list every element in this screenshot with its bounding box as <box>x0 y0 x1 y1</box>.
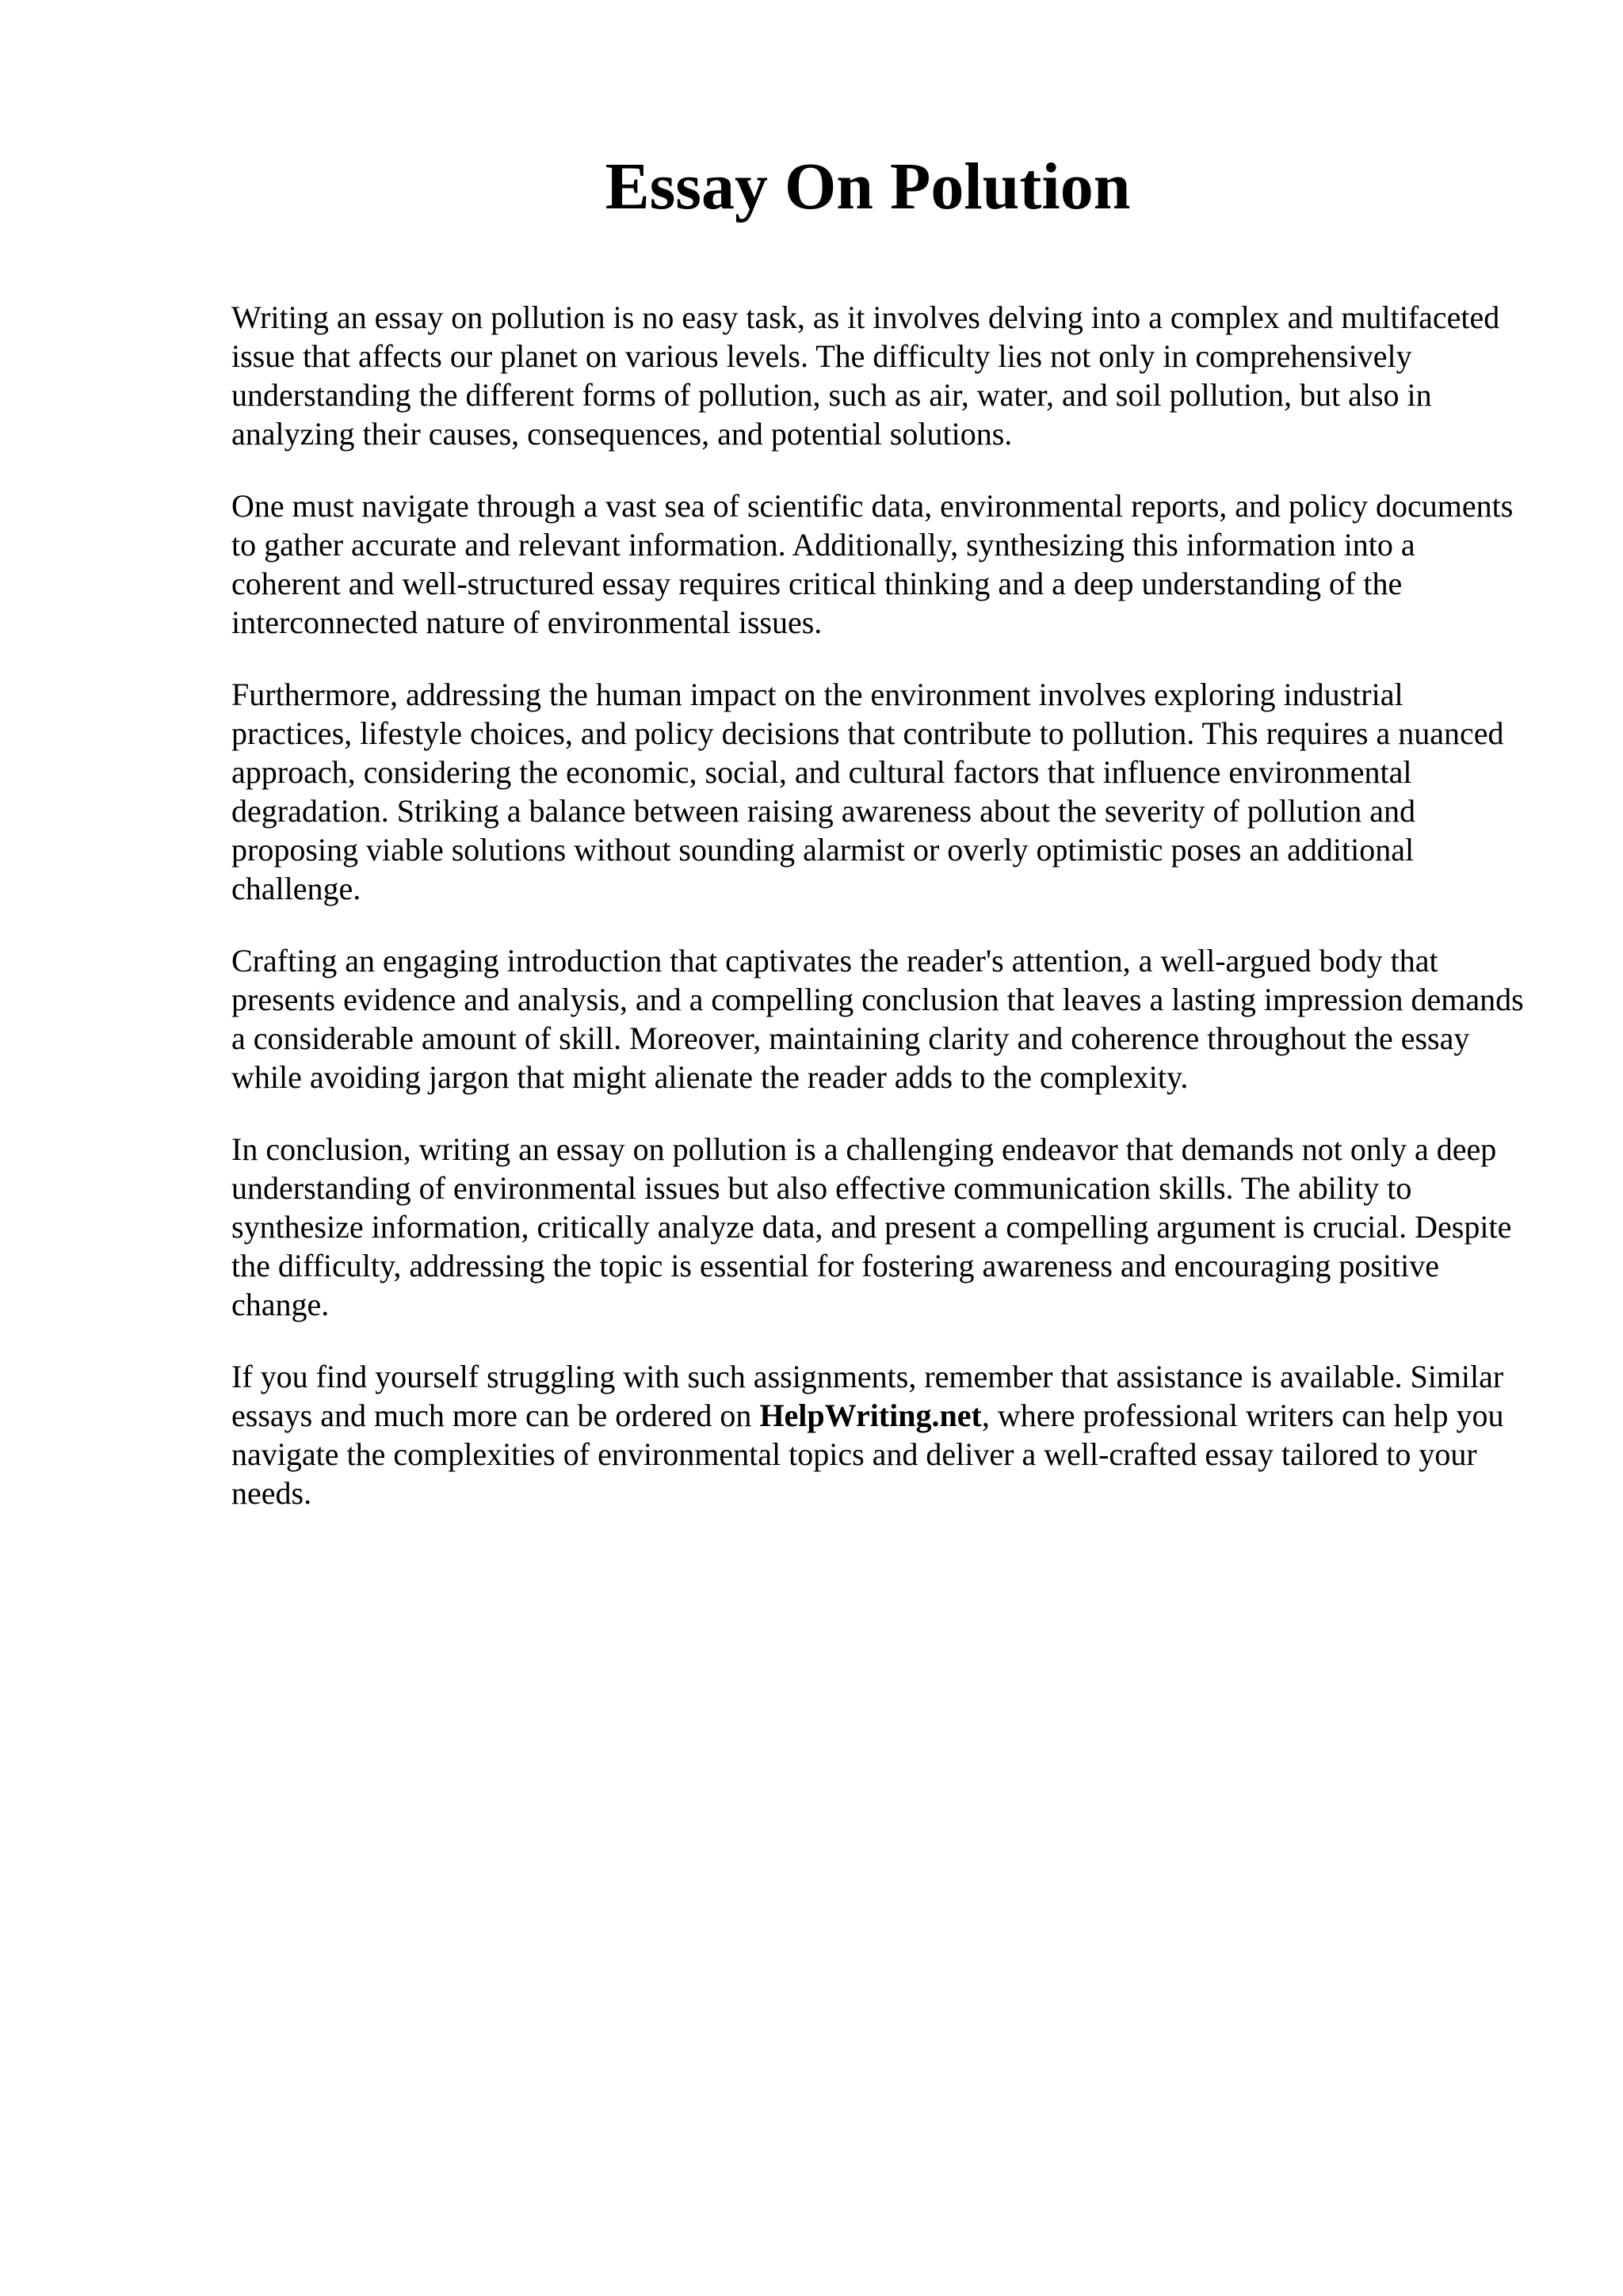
paragraph-6-tail: , where professional writers can help you navigate the complexities of environmental topics and deliver a well-crafted essay tailored to your needs. <box>231 1398 1504 1511</box>
paragraph-4: Crafting an engaging introduction that captivates the reader's attention, a well-argued body that presents evidence and analysis, and a compelling conclusion that leaves a lasting impression demands a considerable amount of skill. Moreover, maintaining clarity and coherence throughout the essay while avoiding jargon that might alienate the reader adds to the complexity. <box>231 943 1524 1095</box>
brand-link[interactable]: HelpWriting.net <box>759 1398 982 1433</box>
essay-body <box>231 298 1531 1546</box>
paragraph-6-lead: If you find yourself struggling with such assignments, remember that assistance is available. Similar essays and much more can be ordered on <box>231 1359 1504 1433</box>
page-title: Essay On Polution <box>605 150 1131 223</box>
paragraph-1: Writing an essay on pollution is no easy task, as it involves delving into a complex and multifaceted issue that affects our planet on various levels. The difficulty lies not only in comprehensively understanding the different forms of pollution, such as air, water, and soil pollution, but also in analyzing their causes, consequences, and potential solutions. <box>231 299 1500 452</box>
paragraph-5: In conclusion, writing an essay on pollution is a challenging endeavor that demands not only a deep understanding of environmental issues but also effective communication skills. The ability to synthesize information, critically analyze data, and present a compelling argument is crucial. Despite the difficulty, addressing the topic is essential for fostering awareness and encouraging positive change. <box>231 1131 1512 1322</box>
paragraph-2: One must navigate through a vast sea of scientific data, environmental reports, and policy documents to gather accurate and relevant information. Additionally, synthesizing this information into a coherent and well-structured essay requires critical thinking and a deep understanding of the interconnected nature of environmental issues. <box>231 488 1514 640</box>
paragraph-6 <box>231 1357 1531 1512</box>
paragraph-3: Furthermore, addressing the human impact on the environment involves exploring industrial practices, lifestyle choices, and policy decisions that contribute to pollution. This requires a nuanced approach, considering the economic, social, and cultural factors that influence environmental degradation. Striking a balance between raising awareness about the severity of pollution and proposing viable solutions without sounding alarmist or overly optimistic poses an additional challenge. <box>231 677 1504 906</box>
